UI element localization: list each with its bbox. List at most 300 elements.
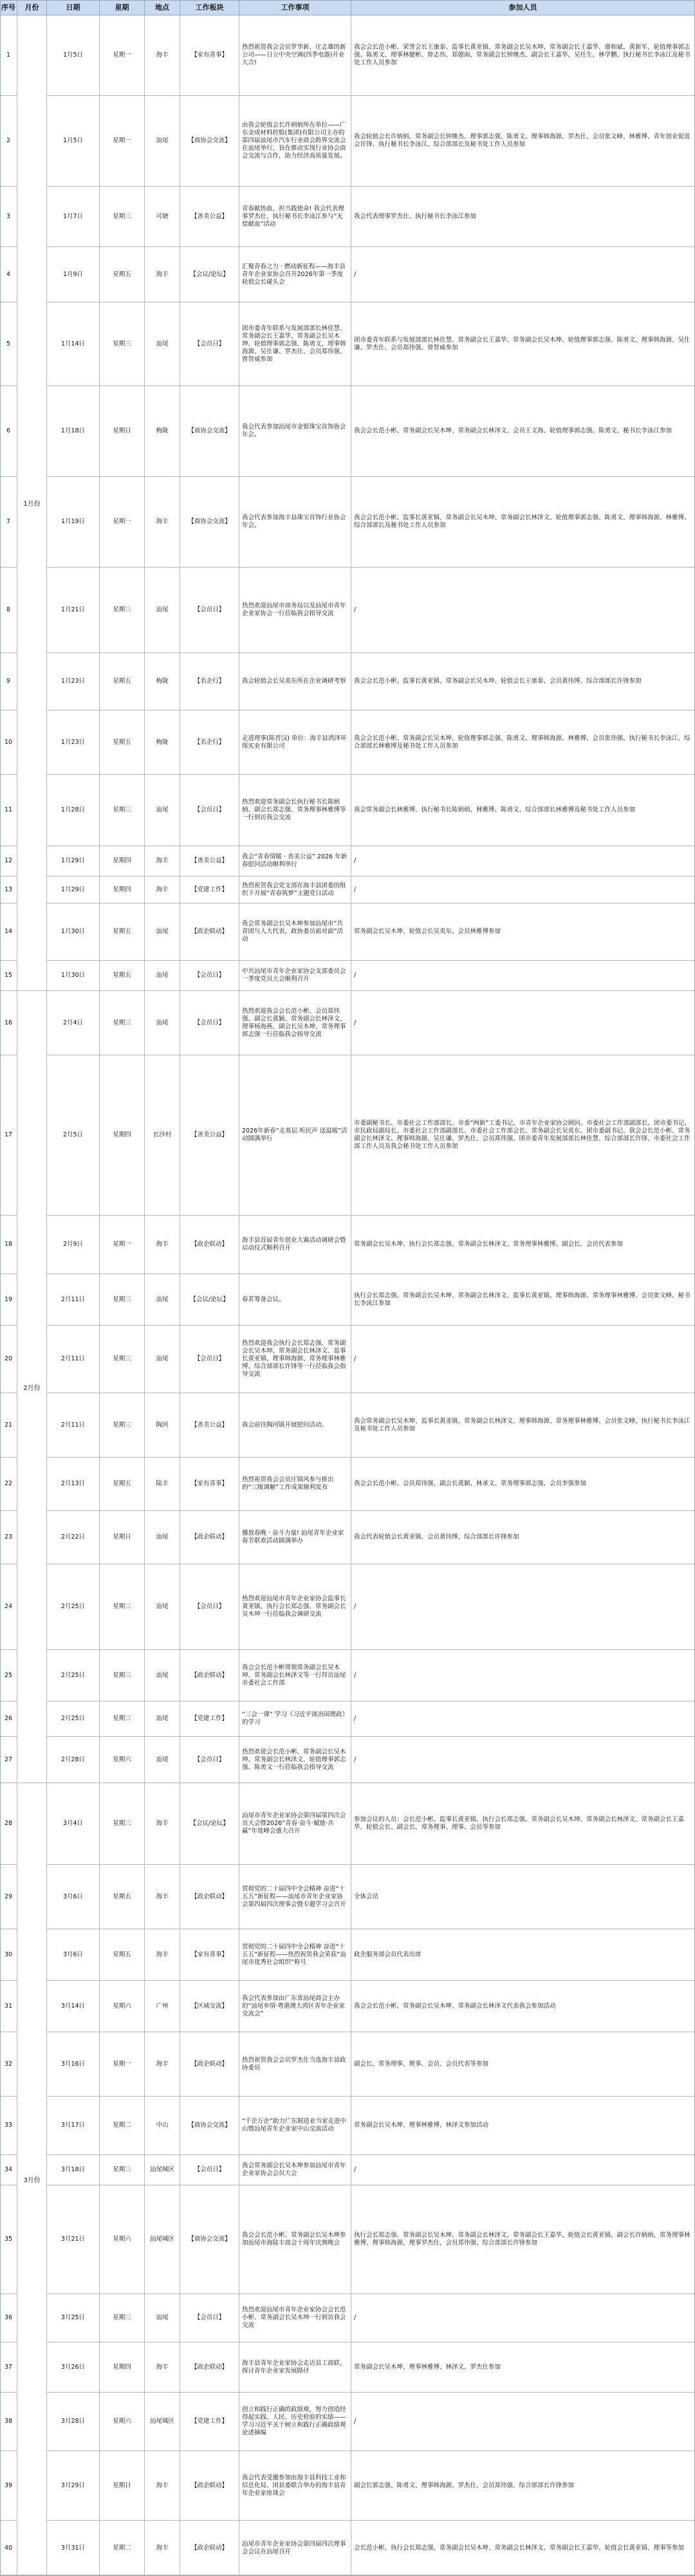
table-row <box>0 1783 695 1865</box>
row-module <box>180 2451 239 2520</box>
row-module <box>180 903 239 960</box>
row-matter <box>239 1737 351 1783</box>
row-date <box>47 2294 100 2342</box>
row-date <box>47 1216 100 1274</box>
row-module-text: 【会员日】 <box>194 972 225 979</box>
row-people-text: / <box>354 2166 357 2173</box>
row-place <box>145 1701 180 1736</box>
table-row <box>0 846 695 876</box>
row-place-text: 汕尾城区 <box>149 2166 174 2173</box>
header-weekday: 星期 <box>100 0 145 15</box>
row-matter <box>239 1511 351 1564</box>
row-seq-text: 40 <box>4 2544 13 2552</box>
row-module <box>180 1216 239 1274</box>
month-cell: 2月份 <box>17 991 47 1783</box>
row-people-text: 副会长、常务理事、理事、会员、会员代表等参加 <box>354 2060 489 2068</box>
row-people <box>351 1564 695 1649</box>
row-module-text: 【政企联动】 <box>190 1534 228 1541</box>
row-people <box>351 1216 695 1274</box>
row-seq-text: 30 <box>4 1951 13 1958</box>
row-seq <box>0 1865 17 1929</box>
table-row <box>0 96 695 187</box>
row-date <box>47 2393 100 2451</box>
row-module <box>180 710 239 774</box>
row-module-text: 【会员日】 <box>194 340 225 347</box>
row-weekday-text: 星期一 <box>113 518 131 525</box>
row-matter-text: 汇聚青春之力 · 燃动新征程——海丰县青年企业家协会召开2026年第一季度轮值会长碰头会 <box>242 263 346 286</box>
row-people-text: / <box>354 270 357 278</box>
row-module-text: 【名企行】 <box>194 678 225 685</box>
row-date-text: 1月5日 <box>62 137 84 144</box>
row-date <box>47 653 100 710</box>
row-place <box>145 2097 180 2154</box>
row-seq <box>0 568 17 653</box>
row-date <box>47 1929 100 1980</box>
row-module <box>180 386 239 476</box>
row-place <box>145 1216 180 1274</box>
row-seq-text: 29 <box>4 1893 13 1900</box>
row-module <box>180 1055 239 1215</box>
row-place-text: 陶河 <box>156 1421 169 1429</box>
row-matter-text: 由我会轮值会长许炳炳所在单位——广东金成材料控股(集团)有限公司主办的第四届汕尾市汽车行业商会跨界交流会在汕尾举行，旨在推动实现行业协会商会交流与合作，助力经济高质量发展。 <box>242 122 346 160</box>
row-matter <box>239 1783 351 1864</box>
row-matter <box>239 2032 351 2096</box>
row-seq <box>0 302 17 385</box>
row-people <box>351 386 695 476</box>
row-matter <box>239 2294 351 2342</box>
row-date <box>47 1865 100 1929</box>
row-seq <box>0 2097 17 2154</box>
row-matter <box>239 568 351 653</box>
row-module <box>180 96 239 186</box>
header-matter: 工作事项 <box>239 0 351 15</box>
row-module <box>180 187 239 246</box>
row-date <box>47 903 100 960</box>
table-row <box>0 1865 695 1929</box>
row-date <box>47 568 100 653</box>
row-seq-text: 38 <box>4 2418 13 2425</box>
row-matter-text: 贯彻党的二十届四中全会精神 奋进“十五五”新征程——汕尾市青年企业家协会第四届四次理事会暨专题学习会召开 <box>242 1885 346 1908</box>
row-date <box>47 1326 100 1393</box>
row-weekday-text: 星期三 <box>113 2166 131 2173</box>
row-date <box>47 1981 100 2032</box>
row-matter <box>239 1393 351 1457</box>
row-place <box>145 1783 180 1864</box>
row-seq <box>0 710 17 774</box>
row-date-text: 3月14日 <box>60 2002 86 2010</box>
row-people <box>351 2155 695 2185</box>
table-row <box>0 1326 695 1393</box>
row-weekday <box>100 876 145 903</box>
row-module-text: 【会议/论坛】 <box>190 1295 229 1303</box>
row-date-text: 2月11日 <box>60 1295 86 1303</box>
row-place <box>145 1326 180 1393</box>
row-date <box>47 96 100 186</box>
row-matter <box>239 1055 351 1215</box>
row-weekday-text: 星期三 <box>113 1671 131 1679</box>
row-seq-text: 31 <box>4 2002 13 2010</box>
row-date <box>47 1737 100 1783</box>
row-seq-text: 16 <box>4 1019 13 1026</box>
row-weekday-text: 星期六 <box>113 2002 131 2010</box>
row-seq-text: 34 <box>4 2166 13 2173</box>
row-matter <box>239 2521 351 2575</box>
row-matter-text: 我会常务副会长吴木坤参加汕尾市青年企业家协会会员大会 <box>242 2162 346 2177</box>
row-people-text: 常务副会长吴木坤、轮值会长吴炎东、会员林雅博参加 <box>354 928 501 935</box>
row-people <box>351 1865 695 1929</box>
row-people <box>351 1511 695 1564</box>
row-weekday-text: 星期一 <box>113 2060 131 2068</box>
row-weekday-text: 星期三 <box>113 1820 131 1827</box>
row-place <box>145 1650 180 1701</box>
row-seq <box>0 2393 17 2451</box>
row-weekday <box>100 961 145 990</box>
row-weekday <box>100 1274 145 1325</box>
table-row <box>0 1511 695 1564</box>
row-date-text: 3月16日 <box>60 2060 86 2068</box>
row-people <box>351 1783 695 1864</box>
row-weekday-text: 星期日 <box>113 427 131 434</box>
row-date <box>47 846 100 876</box>
row-matter-text: 我会会长范小彬带领常务副会长吴木坤、常务副会长林泽文等一行拜访汕尾市委社会工作部 <box>242 1663 346 1687</box>
row-place <box>145 477 180 567</box>
row-place-text: 可塘 <box>156 212 169 220</box>
row-module-text: 【家有喜事】 <box>190 1951 228 1958</box>
row-matter <box>239 2155 351 2185</box>
row-seq <box>0 2155 17 2185</box>
row-date <box>47 187 100 246</box>
row-people <box>351 1701 695 1736</box>
row-people-text: 我会代表理事罗杰仕、执行秘书长李泳江参加 <box>354 212 477 220</box>
row-weekday-text: 星期五 <box>113 928 131 935</box>
header-date: 日期 <box>47 0 100 15</box>
row-module <box>180 568 239 653</box>
row-people <box>351 2451 695 2520</box>
table-header <box>0 0 695 15</box>
row-module <box>180 876 239 903</box>
row-date-text: 2月28日 <box>60 1756 86 1763</box>
row-date-text: 1月29日 <box>60 885 86 893</box>
row-matter <box>239 710 351 774</box>
table-row <box>0 302 695 386</box>
row-place <box>145 1564 180 1649</box>
row-seq <box>0 2185 17 2293</box>
row-module <box>180 1274 239 1325</box>
row-weekday <box>100 1783 145 1864</box>
row-matter-text: 热烈欢迎汕尾市青年企业家协会会长范小彬、常务副会长吴木坤一行到访我会交流 <box>242 2306 346 2329</box>
header-month: 月份 <box>17 0 47 15</box>
row-matter <box>239 2185 351 2293</box>
row-matter-text: “千企万企”助力广东制造业当家走进中山暨汕尾青年企业家中山交流活动 <box>242 2118 346 2133</box>
row-seq <box>0 1511 17 1564</box>
row-module-text: 【会员日】 <box>194 806 225 813</box>
row-seq-text: 12 <box>4 857 13 864</box>
row-date <box>47 1564 100 1649</box>
row-people-text: / <box>354 1756 357 1763</box>
row-matter <box>239 1650 351 1701</box>
row-people <box>351 247 695 302</box>
row-matter-text: 创立和践行正确的政绩观，努力创造经得起实践、人民、历史检验的实绩——学习习近平关于树立和践行正确政绩观论述摘编 <box>242 2406 346 2436</box>
row-date <box>47 2521 100 2575</box>
row-weekday <box>100 247 145 302</box>
row-module-text: 【党建工作】 <box>190 1715 228 1722</box>
row-people <box>351 1326 695 1393</box>
row-people-text: 全体会员 <box>354 1893 379 1900</box>
row-matter-text: 我会代表参加海丰县珠宝首饰行业协会年会。 <box>242 514 346 529</box>
row-place <box>145 1393 180 1457</box>
row-seq-text: 18 <box>4 1241 13 1248</box>
row-date <box>47 1393 100 1457</box>
row-seq <box>0 1055 17 1215</box>
row-date-text: 3月17日 <box>60 2122 86 2129</box>
row-weekday-text: 星期六 <box>113 1756 131 1763</box>
row-module-text: 【会议/论坛】 <box>190 270 229 278</box>
row-matter-text: 我会常务副会长吴木坤参加汕尾市“共青团与人大代表、政协委员面对面”活动 <box>242 920 343 943</box>
row-seq-text: 21 <box>4 1421 13 1429</box>
table-row <box>0 15 695 96</box>
row-seq <box>0 876 17 903</box>
row-seq <box>0 15 17 95</box>
row-weekday-text: 星期日 <box>113 1534 131 1541</box>
row-matter <box>239 961 351 990</box>
row-people <box>351 2393 695 2451</box>
row-people <box>351 846 695 876</box>
row-seq <box>0 1274 17 1325</box>
table-row <box>0 1650 695 1701</box>
row-seq <box>0 2294 17 2342</box>
row-seq-text: 28 <box>4 1820 13 1827</box>
row-matter <box>239 1216 351 1274</box>
row-place-text: 汕尾 <box>156 1534 169 1541</box>
row-module <box>180 477 239 567</box>
row-date-text: 2月9日 <box>62 1241 84 1248</box>
row-module <box>180 775 239 846</box>
row-module <box>180 1701 239 1736</box>
table-row <box>0 386 695 477</box>
row-module-text: 【会员日】 <box>194 1019 225 1026</box>
header-place: 地点 <box>145 0 180 15</box>
row-place <box>145 2155 180 2185</box>
table-row <box>0 1274 695 1326</box>
row-place-text: 海丰 <box>156 1820 169 1827</box>
row-people <box>351 568 695 653</box>
row-seq-text: 5 <box>6 340 11 347</box>
row-people <box>351 991 695 1055</box>
row-place <box>145 302 180 385</box>
row-date-text: 1月23日 <box>60 738 86 746</box>
row-place-text: 汕尾 <box>156 340 169 347</box>
row-seq-text: 39 <box>4 2481 13 2489</box>
row-module-text: 【家有喜事】 <box>190 1480 228 1487</box>
row-weekday <box>100 846 145 876</box>
row-module <box>180 1981 239 2032</box>
row-people-text: / <box>354 1355 357 1362</box>
table-row <box>0 568 695 653</box>
row-weekday-text: 星期五 <box>113 1951 131 1958</box>
row-matter <box>239 187 351 246</box>
row-weekday-text: 星期二 <box>113 2544 131 2552</box>
row-weekday <box>100 1055 145 1215</box>
row-matter <box>239 1701 351 1736</box>
row-module-text: 【会员日】 <box>194 1756 225 1763</box>
row-weekday-text: 星期三 <box>113 1715 131 1722</box>
row-date <box>47 1650 100 1701</box>
row-place <box>145 2032 180 2096</box>
row-module-text: 【商协会交流】 <box>188 2236 231 2243</box>
row-weekday-text: 星期日 <box>113 2481 131 2489</box>
row-seq <box>0 961 17 990</box>
table-row <box>0 710 695 775</box>
row-place <box>145 903 180 960</box>
row-place <box>145 1981 180 2032</box>
row-matter <box>239 846 351 876</box>
row-people-text: / <box>354 1671 357 1679</box>
row-place-text: 海丰 <box>156 1951 169 1958</box>
row-weekday-text: 星期六 <box>113 2418 131 2425</box>
row-weekday <box>100 2393 145 2451</box>
row-weekday <box>100 477 145 567</box>
row-people <box>351 653 695 710</box>
row-matter-text: 我会会长范小彬、常务副会长吴木坤参加汕尾市海陆丰商会十周年庆典晚会 <box>242 2232 346 2247</box>
row-date-text: 3月29日 <box>60 2481 86 2489</box>
row-date <box>47 710 100 774</box>
table-row <box>0 2294 695 2342</box>
row-matter-text: 春茗筹备会议。 <box>242 1295 285 1303</box>
row-place-text: 汕尾 <box>156 2314 169 2321</box>
row-matter <box>239 2393 351 2451</box>
table-row <box>0 2032 695 2097</box>
row-date-text: 1月28日 <box>60 806 86 813</box>
row-module-text: 【商协会交流】 <box>188 2122 231 2129</box>
row-people <box>351 903 695 960</box>
row-module <box>180 2393 239 2451</box>
row-date <box>47 1511 100 1564</box>
row-weekday-text: 星期三 <box>113 340 131 347</box>
row-weekday <box>100 1929 145 1980</box>
table-row <box>0 477 695 568</box>
row-weekday <box>100 302 145 385</box>
row-weekday <box>100 1865 145 1929</box>
row-place-text: 梅陇 <box>156 738 169 746</box>
row-seq <box>0 1564 17 1649</box>
row-module-text: 【会员日】 <box>194 606 225 613</box>
row-matter-text: 热烈祝贺我会会员庄锦风参与推出的“三级调解”工作成果顺利发布 <box>242 1476 334 1491</box>
table-row <box>0 876 695 903</box>
row-seq <box>0 187 17 246</box>
row-module-text: 【会员日】 <box>194 2166 225 2173</box>
row-date <box>47 302 100 385</box>
row-seq <box>0 1216 17 1274</box>
row-weekday-text: 星期五 <box>113 270 131 278</box>
row-weekday-text: 星期三 <box>113 806 131 813</box>
row-matter <box>239 1274 351 1325</box>
row-module-text: 【党建工作】 <box>190 885 228 893</box>
row-people <box>351 2521 695 2575</box>
row-module-text: 【区域交流】 <box>190 2002 228 2010</box>
row-place-text: 汕尾 <box>156 1671 169 1679</box>
row-date-text: 2月25日 <box>60 1715 86 1722</box>
row-seq <box>0 1650 17 1701</box>
row-matter-text: 中共汕尾市青年企业家协会支部委员会一季度党员大会顺利召开 <box>242 968 346 983</box>
row-people <box>351 876 695 903</box>
row-matter <box>239 247 351 302</box>
row-matter-text: 热烈祝贺我会会员罗杰仕当选海丰县政协委员 <box>242 2056 346 2071</box>
row-people-text: 我会轮值会长许炳炳、常务副会长钟继杰、理事郭志强、陈勇文、理事韩海源、罗杰仕、会员张文峰、林雅博、青年创业促进会许锋、执行秘书长李泳江、综合部部长及秘书处工作人员参加 <box>354 133 690 148</box>
row-date <box>47 1701 100 1736</box>
row-module <box>180 2294 239 2342</box>
row-module-text: 【政企联动】 <box>190 2060 228 2068</box>
row-seq <box>0 846 17 876</box>
row-people-text: 常务副会长吴木坤、理事林雅博、林泽文、罗杰仕参加 <box>354 2363 501 2371</box>
row-weekday <box>100 1650 145 1701</box>
row-place <box>145 710 180 774</box>
row-seq-text: 19 <box>4 1295 13 1303</box>
row-people-text: 我会会长范小彬、常务副会长吴木坤、常务副会长林泽文代表我会参加活动 <box>354 2002 556 2010</box>
row-date-text: 1月30日 <box>60 928 86 935</box>
row-matter <box>239 1865 351 1929</box>
row-matter-text: 团市委青年联系与发展部部长林佳慧、常务副会长王嘉华、常务副会长吴木坤、轮值理事郭志强、陈勇文、理事韩海源、吴仕谦、罗杰仕、会员郑伟强、曾智威参加 <box>242 324 346 363</box>
row-module-text: 【政企联动】 <box>190 2544 228 2552</box>
row-place-text: 广州 <box>156 2002 169 2010</box>
row-module <box>180 247 239 302</box>
row-weekday <box>100 2294 145 2342</box>
header-module: 工作板块 <box>180 0 239 15</box>
row-place-text: 汕尾 <box>156 806 169 813</box>
row-weekday <box>100 1981 145 2032</box>
row-place <box>145 1511 180 1564</box>
row-people <box>351 2032 695 2096</box>
row-module <box>180 1511 239 1564</box>
row-date-text: 3月18日 <box>60 2166 86 2173</box>
row-place-text: 海丰 <box>156 1241 169 1248</box>
row-weekday <box>100 2185 145 2293</box>
table-row <box>0 247 695 302</box>
row-date <box>47 2451 100 2520</box>
row-matter-text: 我会轮值会长吴炎东所在企业调研考察 <box>242 678 346 685</box>
row-seq-text: 32 <box>4 2060 13 2068</box>
row-weekday <box>100 710 145 774</box>
row-people <box>351 1929 695 1980</box>
row-place-text: 长沙村 <box>153 1131 172 1138</box>
row-date <box>47 2155 100 2185</box>
row-module-text: 【政企联动】 <box>190 1671 228 1679</box>
row-date-text: 2月22日 <box>60 1534 86 1541</box>
row-seq-text: 7 <box>6 518 11 525</box>
row-module-text: 【会员日】 <box>194 1355 225 1362</box>
row-people <box>351 2294 695 2342</box>
table-row <box>0 903 695 961</box>
row-seq-text: 22 <box>4 1480 13 1487</box>
row-weekday-text: 星期一 <box>113 137 131 144</box>
row-place <box>145 653 180 710</box>
row-seq-text: 10 <box>4 738 13 746</box>
row-date <box>47 991 100 1055</box>
table-row <box>0 2521 695 2576</box>
row-module-text: 【政企联动】 <box>190 928 228 935</box>
row-matter-text: 汕尾市青年企业家协会第四届第四次会员大会暨2026“青春·奋斗·赋能·共赢”年度峰会盛大召开 <box>242 1812 346 1835</box>
table-row <box>0 1929 695 1981</box>
row-weekday <box>100 1458 145 1510</box>
row-place <box>145 2294 180 2342</box>
row-module <box>180 991 239 1055</box>
row-place-text: 汕尾 <box>156 606 169 613</box>
row-place <box>145 15 180 95</box>
table-row <box>0 961 695 991</box>
row-weekday <box>100 903 145 960</box>
row-module <box>180 1929 239 1980</box>
row-module-text: 【名企行】 <box>194 738 225 746</box>
header-seq: 序号 <box>0 0 17 15</box>
